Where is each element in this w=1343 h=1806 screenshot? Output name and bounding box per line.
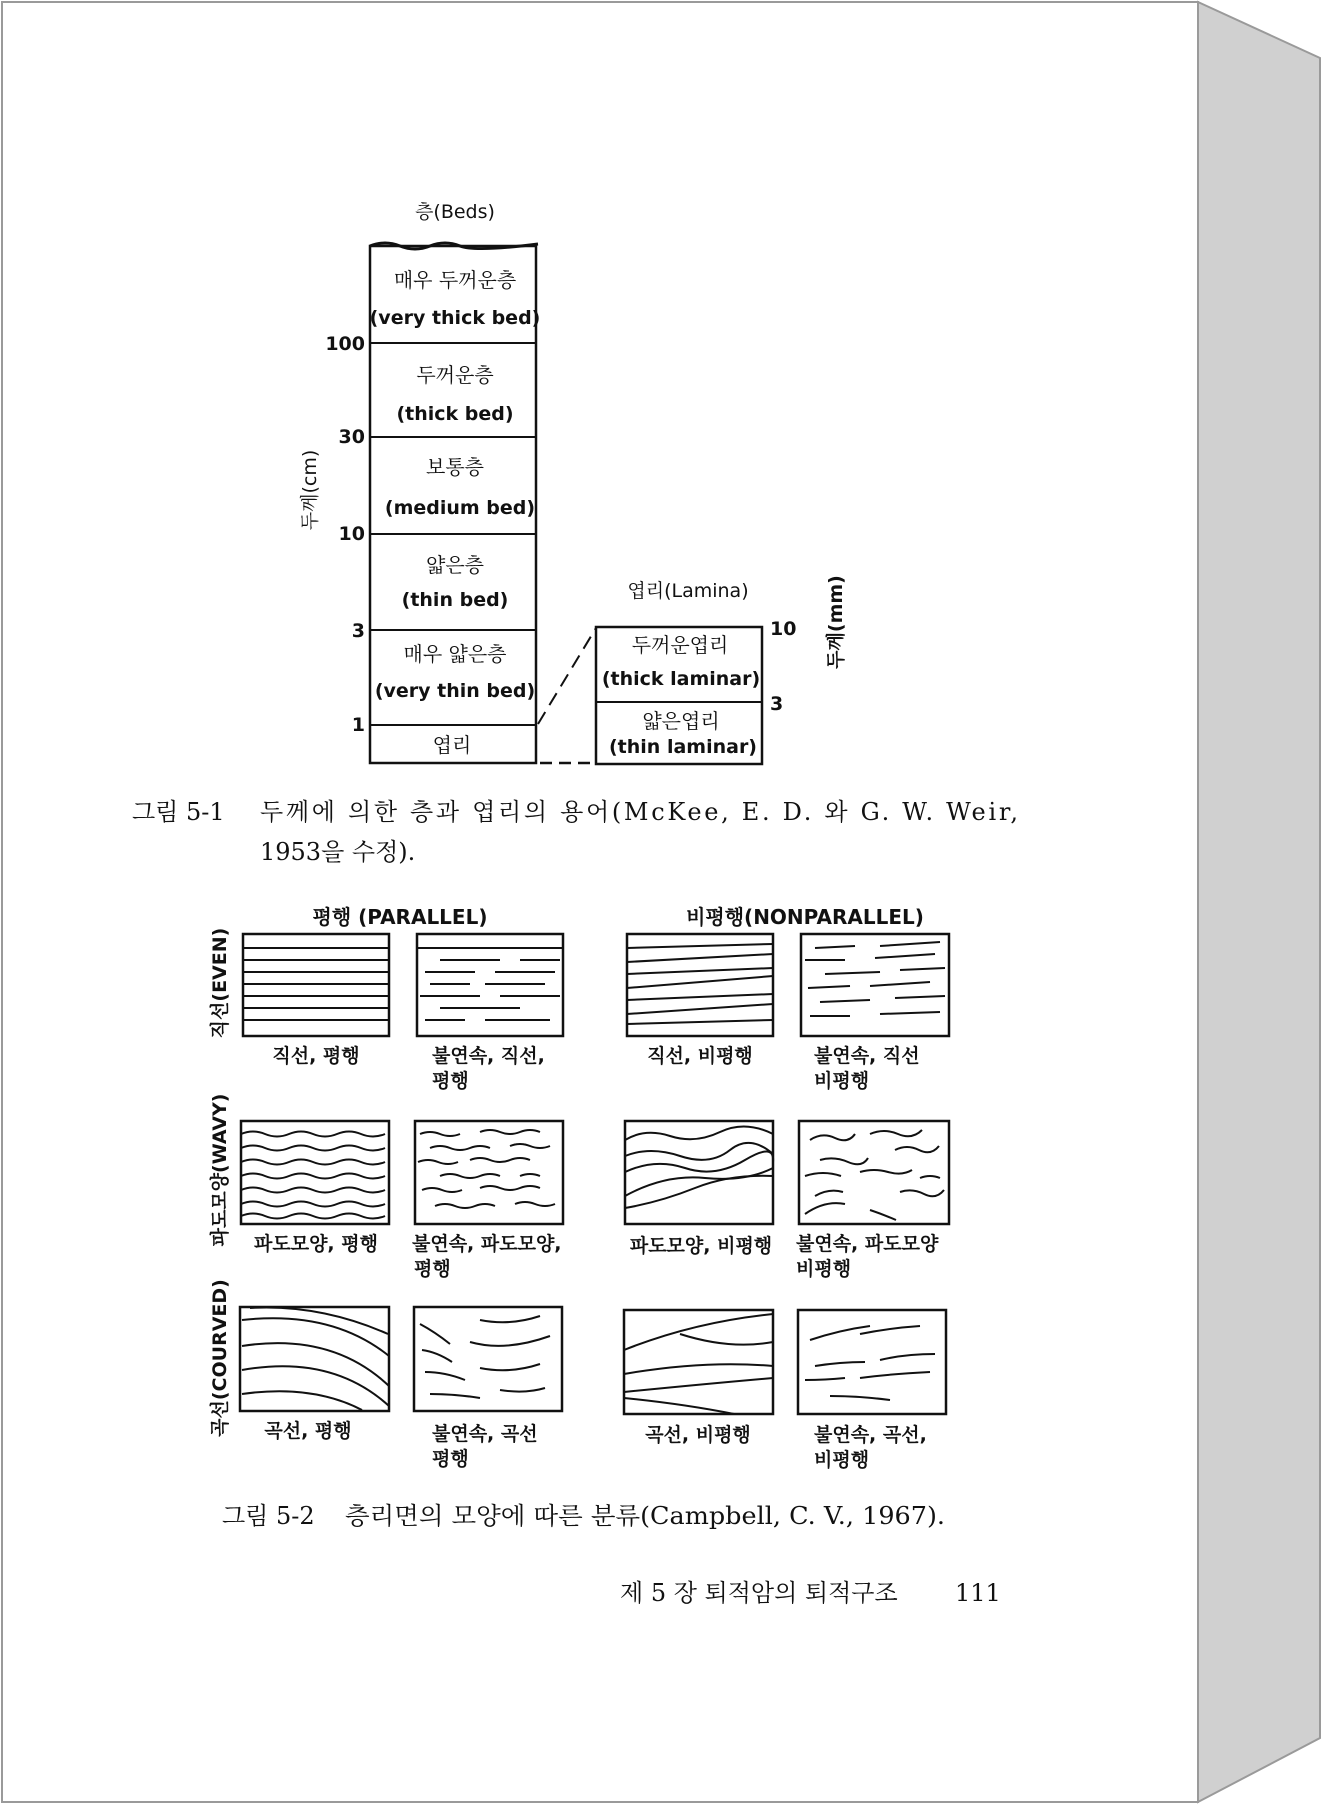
lamina-thin-en: (thin laminar): [609, 736, 757, 758]
bed-thin-ko: 얇은층: [426, 553, 484, 577]
label-even-parallel: 직선, 평행: [272, 1045, 360, 1067]
tick-cm-100: 100: [325, 333, 365, 355]
lamina-thin-ko: 얇은엽리: [642, 709, 720, 733]
label-even-disc-nonparallel-1: 불연속, 직선: [814, 1045, 920, 1067]
label-even-disc-nonparallel-2: 비평행: [814, 1070, 870, 1092]
label-wavy-parallel: 파도모양, 평행: [254, 1233, 378, 1255]
col-header-nonparallel: 비평행(NONPARALLEL): [686, 905, 924, 929]
lamina-thick-ko: 두꺼운엽리: [631, 633, 729, 657]
tick-cm-1: 1: [351, 714, 365, 736]
label-wavy-nonparallel: 파도모양, 비평행: [629, 1235, 773, 1257]
label-curved-disc-parallel-1: 불연속, 곡선: [432, 1423, 538, 1445]
bed-very-thin-en: (very thin bed): [374, 680, 536, 702]
bed-medium-ko: 보통층: [426, 455, 484, 479]
label-even-disc-parallel-1: 불연속, 직선,: [432, 1045, 545, 1067]
y-axis-cm-label: 두께(cm): [299, 449, 321, 531]
fig2-caption-label: 그림 5-2: [222, 1502, 315, 1530]
label-even-disc-parallel-2: 평행: [432, 1070, 469, 1092]
running-footer-chapter: 제 5 장 퇴적암의 퇴적구조: [620, 1579, 898, 1607]
label-wavy-disc-nonparallel-2: 비평행: [796, 1258, 852, 1280]
label-curved-disc-nonparallel-1: 불연속, 곡선,: [814, 1424, 927, 1446]
col-header-parallel: 평행 (PARALLEL): [312, 905, 488, 929]
label-wavy-disc-parallel-1: 불연속, 파도모양,: [412, 1233, 562, 1255]
bed-very-thin-ko: 매우 얇은층: [403, 642, 507, 666]
row-header-even: 직선(EVEN): [209, 927, 231, 1039]
tick-cm-10: 10: [338, 523, 365, 545]
label-curved-disc-parallel-2: 평행: [432, 1448, 469, 1470]
page-number: 111: [955, 1579, 1001, 1607]
tick-cm-3: 3: [351, 620, 365, 642]
bed-thin-en: (thin bed): [401, 589, 509, 611]
row-header-wavy: 파도모양(WAVY): [209, 1093, 231, 1247]
label-wavy-disc-nonparallel-1: 불연속, 파도모양: [796, 1233, 939, 1255]
lamina-thick-en: (thick laminar): [601, 668, 761, 690]
tick-cm-30: 30: [338, 426, 365, 448]
row-header-curved: 곡선(COURVED): [209, 1279, 231, 1437]
bed-medium-en: (medium bed): [384, 497, 536, 519]
y-axis-mm-label: 두께(mm): [825, 575, 847, 669]
bed-thick-en: (thick bed): [396, 403, 514, 425]
bed-very-thick-ko: 매우 두꺼운층: [393, 268, 517, 292]
bed-very-thick-en: (very thick bed): [369, 307, 541, 329]
fig1-caption-text-line2: 1953을 수정).: [260, 838, 416, 866]
bed-lamina-ko: 엽리: [432, 733, 472, 757]
bed-thick-ko: 두꺼운층: [416, 363, 494, 387]
label-wavy-disc-parallel-2: 평행: [414, 1258, 451, 1280]
beds-title: 층(Beds): [415, 201, 495, 223]
lamina-title: 엽리(Lamina): [627, 580, 749, 602]
book-spine-edge: [1198, 2, 1320, 1802]
label-curved-parallel: 곡선, 평행: [264, 1420, 352, 1442]
fig1-caption-label: 그림 5-1: [132, 798, 225, 826]
paper-sheet: [2, 2, 1198, 1802]
label-curved-disc-nonparallel-2: 비평행: [814, 1449, 870, 1471]
fig2-caption-text: 층리면의 모양에 따른 분류(Campbell, C. V., 1967).: [345, 1502, 945, 1530]
tick-mm-3: 3: [770, 693, 784, 715]
tick-mm-10: 10: [770, 618, 797, 640]
label-even-nonparallel: 직선, 비평행: [647, 1045, 753, 1067]
fig1-caption-text: 두께에 의한 층과 엽리의 용어(McKee, E. D. 와 G. W. Weir,: [260, 798, 1018, 826]
label-curved-nonparallel: 곡선, 비평행: [645, 1424, 751, 1446]
